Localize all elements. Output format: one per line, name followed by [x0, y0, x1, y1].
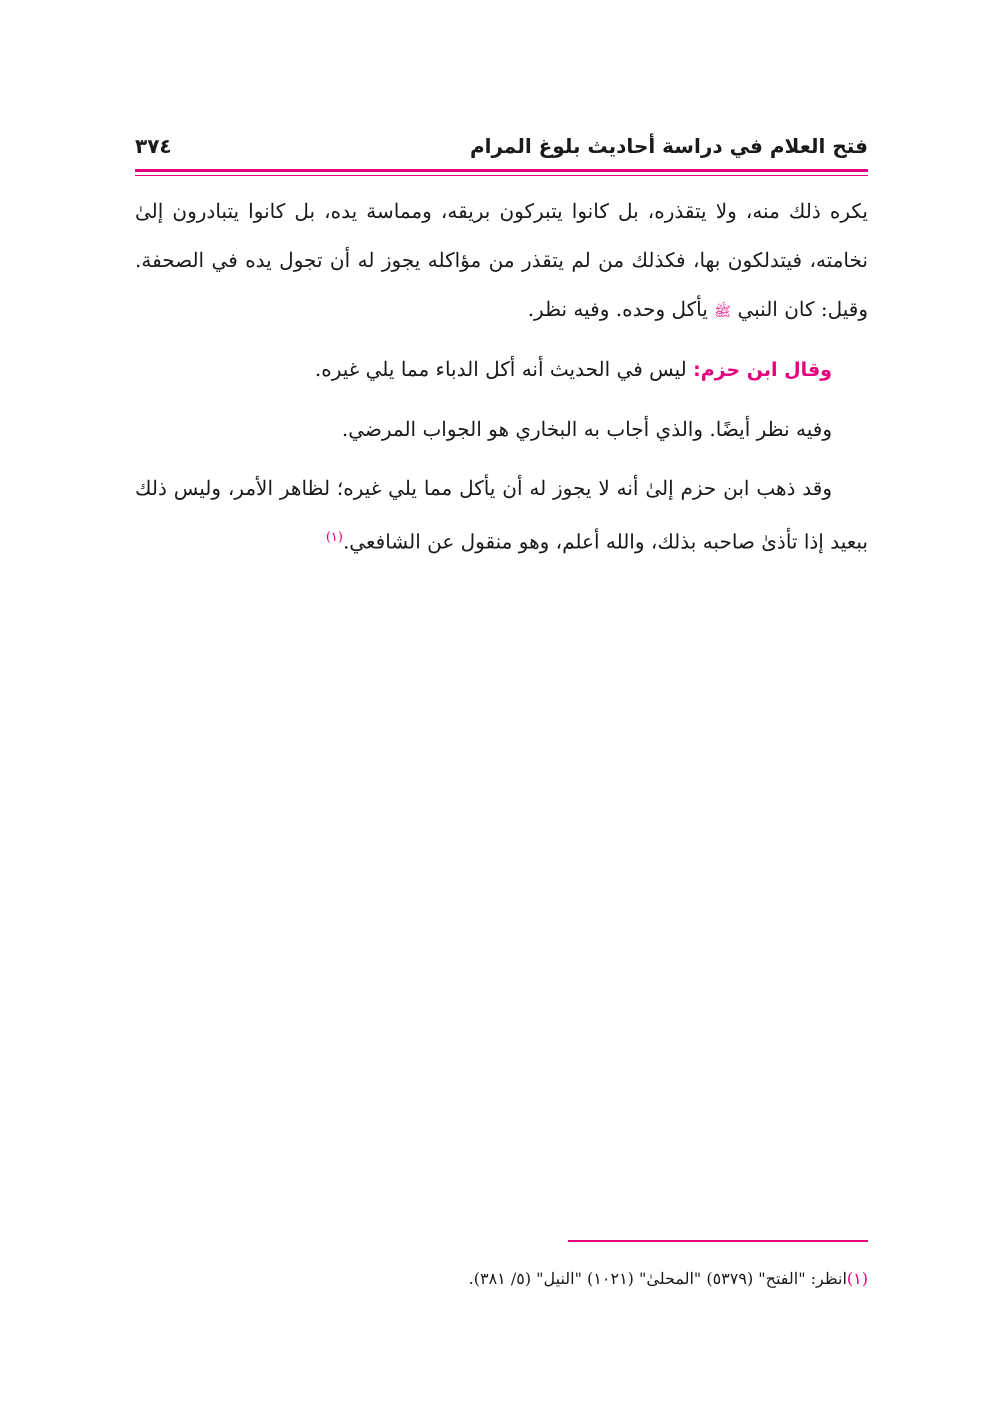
paragraph-4 — [135, 464, 868, 567]
paragraph-2-lead: وقال ابن حزم: — [693, 359, 832, 381]
footnote — [135, 1265, 868, 1293]
footnote-separator — [568, 1240, 868, 1242]
main-text — [135, 187, 868, 567]
paragraph-1 — [135, 187, 868, 337]
paragraph-2 — [135, 345, 868, 395]
footnote-reference[interactable]: (١) — [325, 530, 343, 545]
header-rule-thick — [135, 169, 868, 172]
running-header — [135, 128, 868, 164]
footnote-text: انظر: "الفتح" (٥٣٧٩) "المحلىٰ" (١٠٢١) "النيل" (٥/ ٣٨١). — [468, 1269, 847, 1288]
header-rule-thin — [135, 175, 868, 176]
paragraph-1-text-a: يكره ذلك منه، ولا يتقذره، بل كانوا يتبركون بريقه، ومماسة يده، بل كانوا يتبادرون إلىٰ نخامته، فيتدلكون بها، فكذلك من لم يتقذر من مؤاكله يجوز له أن تجول يده في الصحفة. وقيل: كان النبي — [135, 199, 868, 321]
paragraph-2-text: ليس في الحديث أنه أكل الدباء مما يلي غيره. — [314, 357, 694, 381]
page-number: ٣٧٤ — [135, 134, 172, 158]
paragraph-3: وفيه نظر أيضًا. والذي أجاب به البخاري هو الجواب المرضي. — [341, 417, 832, 441]
footnote-number: (١) — [846, 1269, 868, 1288]
honorific-glyph: ﷺ — [714, 304, 732, 320]
book-title: فتح العلام في دراسة أحاديث بلوغ المرام — [469, 134, 868, 158]
paragraph-4-text: وقد ذهب ابن حزم إلىٰ أنه لا يجوز له أن يأكل مما يلي غيره؛ لظاهر الأمر، وليس ذلك ببعيد إذا تأذىٰ صاحبه بذلك، والله أعلم، وهو منقول عن الشافعي. — [135, 476, 868, 554]
paragraph-1-text-b: يأكل وحده. وفيه نظر. — [527, 297, 715, 321]
